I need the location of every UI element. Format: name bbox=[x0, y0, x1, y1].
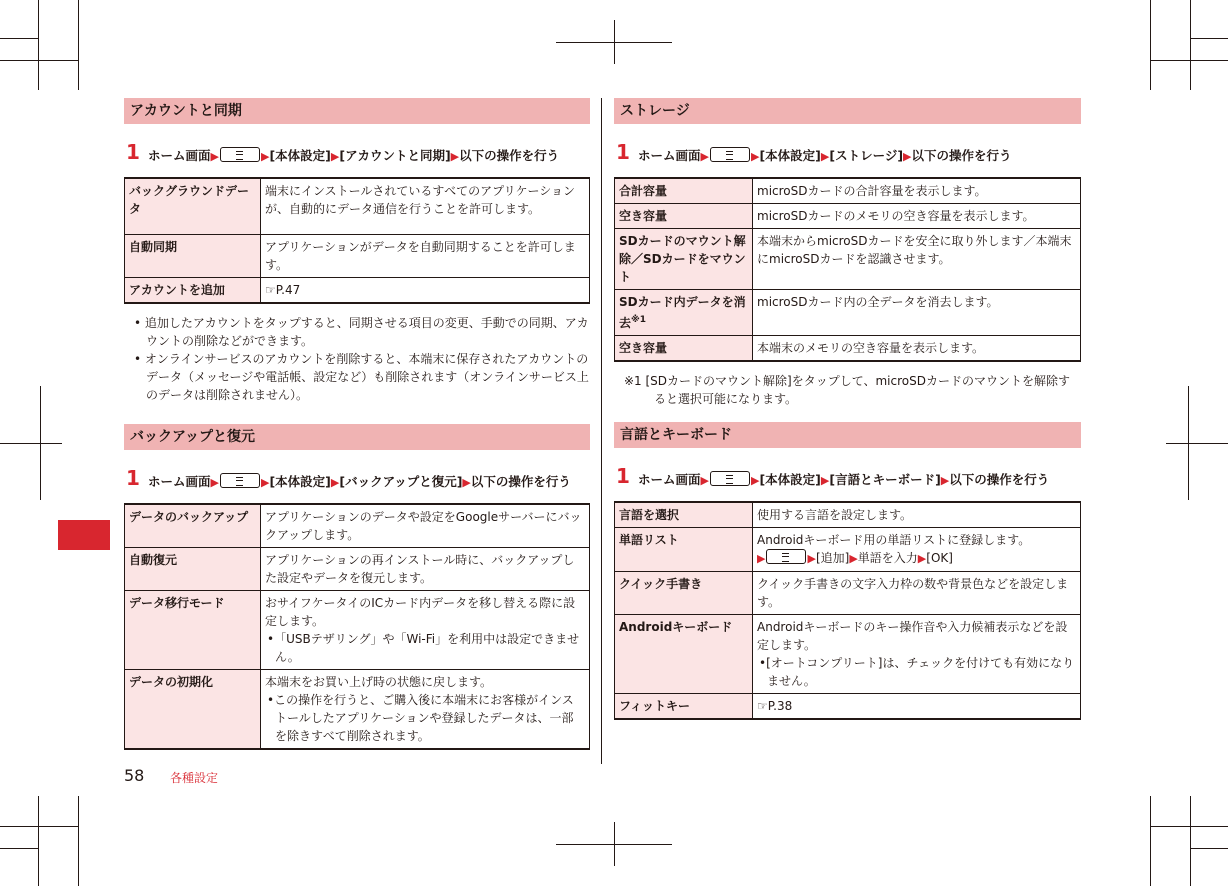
step-text: [ストレージ] bbox=[829, 148, 904, 163]
table-value-note: •この操作を行うと、ご購入後に本端末にお客様がインストールしたアプリケーションや登録したデータは、一部を除きすべて削除されます。 bbox=[267, 692, 574, 743]
crop-mark bbox=[78, 796, 79, 886]
table-value: microSDカードのメモリの空き容量を表示します。 bbox=[753, 204, 1081, 229]
table-row bbox=[125, 590, 590, 669]
table-row bbox=[125, 669, 590, 749]
arrow-icon: ▶ bbox=[700, 474, 709, 487]
step-instruction bbox=[614, 464, 1081, 491]
table-value: microSDカード内の全データを消去します。 bbox=[753, 290, 1081, 336]
table-value: クイック手書きの文字入力枠の数や背景色などを設定します。 bbox=[753, 572, 1081, 615]
page-reference-icon: ☞ bbox=[757, 699, 768, 713]
table-row bbox=[615, 694, 1081, 720]
table-value-note: •「USBテザリング」や「Wi-Fi」を利用中は設定できません。 bbox=[267, 631, 580, 664]
crop-mark bbox=[40, 386, 41, 500]
step-text: 以下の操作を行う bbox=[911, 148, 1012, 163]
step-number: 1 bbox=[126, 140, 140, 164]
step-number: 1 bbox=[616, 464, 630, 488]
table-row bbox=[125, 504, 590, 548]
table-row bbox=[615, 615, 1081, 694]
table-value: 本端末のメモリの空き容量を表示します。 bbox=[753, 336, 1081, 362]
menu-key-icon bbox=[766, 549, 806, 564]
table-value-text: 本端末をお買い上げ時の状態に戻します。 bbox=[265, 674, 493, 689]
crop-mark bbox=[0, 38, 38, 39]
column-divider bbox=[601, 98, 602, 764]
table-value-text: Androidキーボードのキー操作音や入力候補表示などを設定します。 bbox=[757, 620, 1068, 652]
step-instruction bbox=[124, 465, 590, 493]
step-text: [本体設定] bbox=[759, 148, 821, 163]
table-key: 空き容量 bbox=[615, 336, 753, 362]
crop-mark bbox=[614, 822, 615, 866]
arrow-icon: ▶ bbox=[260, 475, 270, 489]
table-value: アプリケーションの再インストール時に、バックアップした設定やデータを復元します。 bbox=[261, 547, 590, 590]
table-value: アプリケーションのデータや設定をGoogleサーバーにバックアップします。 bbox=[261, 504, 590, 548]
table-value: 使用する言語を設定します。 bbox=[753, 502, 1081, 528]
table-row bbox=[615, 336, 1081, 362]
arrow-icon: ▶ bbox=[450, 150, 460, 163]
crop-mark bbox=[78, 0, 79, 90]
menu-key-icon bbox=[710, 471, 750, 486]
table-value bbox=[261, 590, 590, 669]
page-reference: P.38 bbox=[767, 699, 793, 713]
crop-mark bbox=[1190, 796, 1191, 886]
table-row bbox=[125, 547, 590, 590]
table-row bbox=[615, 528, 1081, 572]
crop-mark bbox=[1150, 826, 1228, 827]
settings-table bbox=[124, 503, 590, 750]
list-item: • オンラインサービスのアカウントを削除すると、本端末に保存されたアカウントのデータ（メッセージや電話帳、設定など）も削除されます（オンラインサービス上のデータは削除されません）。 bbox=[134, 351, 589, 402]
step-text: [本体設定] bbox=[759, 472, 821, 487]
table-row bbox=[615, 502, 1081, 528]
footnote: ※1 [SDカードのマウント解除]をタップして、microSDカードのマウントを解除すると選択可能になります。 bbox=[624, 374, 1070, 406]
crop-mark bbox=[1150, 60, 1228, 61]
table-key: 合計容量 bbox=[615, 178, 753, 204]
arrow-icon: ▶ bbox=[750, 150, 760, 163]
section-header-language-keyboard: 言語とキーボード bbox=[614, 422, 1081, 448]
crop-mark bbox=[0, 848, 38, 849]
menu-key-icon bbox=[220, 147, 260, 162]
page-reference-icon: ☞ bbox=[265, 282, 276, 297]
table-row bbox=[125, 178, 590, 234]
right-column bbox=[614, 98, 1081, 720]
menu-key-icon bbox=[220, 473, 260, 488]
table-value bbox=[261, 669, 590, 749]
table-value: 端末にインストールされているすべてのアプリケーションが、自動的にデータ通信を行うことを許可します。 bbox=[261, 178, 590, 234]
arrow-icon: ▶ bbox=[849, 552, 858, 565]
table-key: SDカードのマウント解除／SDカードをマウント bbox=[615, 229, 753, 290]
table-key: 空き容量 bbox=[615, 204, 753, 229]
arrow-icon: ▶ bbox=[260, 150, 270, 163]
arrow-icon: ▶ bbox=[940, 474, 950, 487]
step-text: [言語とキーボード] bbox=[829, 472, 941, 487]
settings-table bbox=[614, 501, 1081, 720]
step-text: ホーム画面 bbox=[638, 148, 701, 163]
table-key: Androidキーボード bbox=[615, 615, 753, 694]
arrow-icon: ▶ bbox=[210, 475, 219, 489]
arrow-icon: ▶ bbox=[330, 475, 340, 489]
footnote-mark: ※1 bbox=[631, 315, 647, 325]
step-text: ホーム画面 bbox=[148, 148, 211, 163]
crop-mark bbox=[1188, 386, 1189, 500]
table-row bbox=[615, 290, 1081, 336]
table-value-text: Androidキーボード用の単語リストに登録します。 bbox=[757, 533, 1031, 547]
crop-mark bbox=[1150, 796, 1151, 886]
arrow-icon: ▶ bbox=[820, 150, 830, 163]
arrow-icon: ▶ bbox=[820, 474, 830, 487]
crop-mark bbox=[38, 0, 39, 90]
crop-mark bbox=[1190, 0, 1191, 90]
arrow-icon: ▶ bbox=[330, 150, 340, 163]
table-value: 本端末からmicroSDカードを安全に取り外します／本端末にmicroSDカードを認識させます。 bbox=[753, 229, 1081, 290]
table-key: アカウントを追加 bbox=[125, 277, 261, 303]
step-text: [アカウントと同期] bbox=[339, 148, 451, 163]
arrow-icon: ▶ bbox=[917, 552, 927, 565]
section-header-storage: ストレージ bbox=[614, 98, 1081, 124]
table-value-text: おサイフケータイのICカード内データを移し替える際に設定します。 bbox=[265, 595, 576, 628]
table-row bbox=[125, 277, 590, 303]
table-row bbox=[615, 229, 1081, 290]
settings-table bbox=[124, 177, 590, 304]
table-key: バックグラウンドデータ bbox=[125, 178, 261, 234]
table-value-steps: ▶ ▶[追加]▶単語を入力▶[OK] bbox=[757, 551, 953, 565]
step-instruction bbox=[124, 140, 590, 167]
arrow-icon: ▶ bbox=[462, 475, 471, 489]
step-number: 1 bbox=[616, 140, 630, 164]
step-text: [本体設定] bbox=[269, 148, 331, 163]
table-key: クイック手書き bbox=[615, 572, 753, 615]
page-category: 各種設定 bbox=[170, 771, 219, 785]
crop-mark bbox=[1150, 0, 1151, 90]
arrow-icon: ▶ bbox=[807, 552, 816, 565]
arrow-icon: ▶ bbox=[700, 150, 709, 163]
table-key: フィットキー bbox=[615, 694, 753, 720]
table-row bbox=[615, 572, 1081, 615]
table-value bbox=[753, 694, 1081, 720]
table-value bbox=[753, 528, 1081, 572]
table-value-note: •[オートコンプリート]は、チェックを付けても有効になりません。 bbox=[759, 656, 1075, 688]
step-text: [本体設定] bbox=[269, 473, 331, 489]
table-key: 自動同期 bbox=[125, 234, 261, 277]
section-header-backup-restore: バックアップと復元 bbox=[124, 424, 590, 450]
step-text: ホーム画面 bbox=[148, 473, 211, 489]
left-column bbox=[124, 98, 590, 750]
table-key: SDカード内データを消去$^{※1}$ bbox=[615, 290, 753, 336]
crop-mark bbox=[0, 60, 78, 61]
table-key: データのバックアップ bbox=[125, 504, 261, 548]
step-text: ホーム画面 bbox=[638, 472, 701, 487]
table-value bbox=[753, 615, 1081, 694]
arrow-icon: ▶ bbox=[757, 552, 766, 565]
table-row bbox=[125, 234, 590, 277]
step-instruction bbox=[614, 140, 1081, 167]
step-number: 1 bbox=[126, 465, 140, 490]
list-item: • 追加したアカウントをタップすると、同期させる項目の変更、手動での同期、アカウントの削除などができます。 bbox=[134, 315, 589, 348]
step-text: [バックアップと復元] bbox=[339, 473, 463, 489]
crop-mark bbox=[38, 796, 39, 886]
table-key: 単語リスト bbox=[615, 528, 753, 572]
arrow-icon: ▶ bbox=[210, 150, 219, 163]
table-row bbox=[615, 204, 1081, 229]
chapter-tab bbox=[58, 520, 110, 550]
crop-mark bbox=[1190, 38, 1228, 39]
arrow-icon: ▶ bbox=[903, 150, 912, 163]
table-row bbox=[615, 178, 1081, 204]
arrow-icon: ▶ bbox=[750, 474, 760, 487]
step-text: 以下の操作を行う bbox=[949, 472, 1050, 487]
table-key: 言語を選択 bbox=[615, 502, 753, 528]
table-key: 自動復元 bbox=[125, 547, 261, 590]
menu-key-icon bbox=[710, 147, 750, 162]
crop-mark bbox=[1166, 443, 1228, 444]
step-text: 以下の操作を行う bbox=[470, 473, 571, 489]
page-reference: P.47 bbox=[275, 282, 301, 297]
bullet-list bbox=[124, 314, 590, 404]
crop-mark bbox=[614, 20, 615, 64]
step-text: 以下の操作を行う bbox=[459, 148, 560, 163]
settings-table bbox=[614, 177, 1081, 362]
table-key: データ移行モード bbox=[125, 590, 261, 669]
table-key: データの初期化 bbox=[125, 669, 261, 749]
table-value bbox=[261, 277, 590, 303]
crop-mark bbox=[0, 826, 78, 827]
page-number: 58 bbox=[124, 766, 145, 785]
crop-mark bbox=[0, 443, 62, 444]
crop-mark bbox=[1190, 848, 1228, 849]
section-header-account-sync: アカウントと同期 bbox=[124, 98, 590, 124]
table-value: アプリケーションがデータを自動同期することを許可します。 bbox=[261, 234, 590, 277]
table-value: microSDカードの合計容量を表示します。 bbox=[753, 178, 1081, 204]
